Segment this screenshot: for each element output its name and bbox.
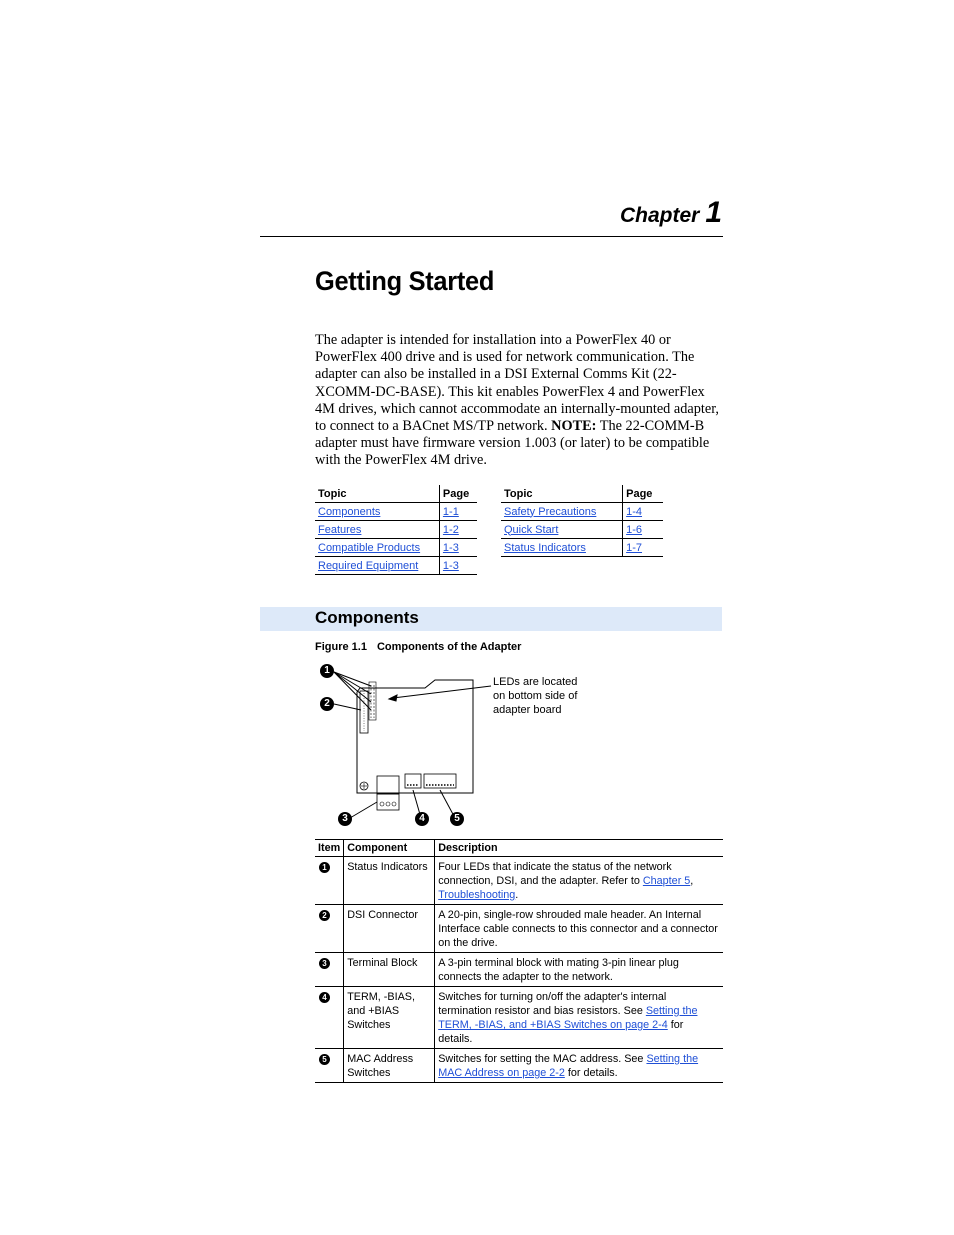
- table-row: [315, 557, 477, 575]
- page-link[interactable]: 1-6: [626, 523, 643, 536]
- topic-link-compatible-products[interactable]: Compatible Products: [318, 541, 421, 554]
- component-description: Four LEDs that indicate the status of the network connection, DSI, and the adapter. Refer to Chapter 5, Troubleshooting.: [435, 857, 723, 905]
- callout-5: 5: [450, 812, 464, 826]
- callout-4: 4: [415, 812, 429, 826]
- component-description: A 3-pin terminal block with mating 3-pin linear plug connects the adapter to the network.: [435, 953, 723, 987]
- item-number-badge: 1: [319, 862, 330, 873]
- intro-text: The adapter is intended for installation into a PowerFlex 40 or PowerFlex 400 drive and is used for network communication. The adapter can also be installed in a DSI External Comms Kit (22-XCOMM-DC-BASE). This kit enables PowerFlex 4 and PowerFlex 4M drives, which cannot accommodate an internally-mounted adapter, to connect to a BACnet MS/TP network.: [315, 332, 719, 435]
- page-link[interactable]: 1-1: [442, 505, 459, 518]
- page-link[interactable]: 1-2: [442, 523, 459, 536]
- term-bias-switches-link[interactable]: Setting the TERM, -BIAS, and +BIAS Switches on page 2-4: [438, 1005, 698, 1031]
- mac-address-switches: [424, 774, 456, 788]
- item-number-badge: 4: [319, 992, 330, 1003]
- topic-link-components[interactable]: Components: [318, 505, 381, 518]
- component-name: MAC Address Switches: [344, 1049, 435, 1083]
- item-number-badge: 3: [319, 958, 330, 969]
- adapter-diagram: [305, 658, 505, 833]
- topics-table-left: [315, 485, 477, 575]
- topic-link-status-indicators[interactable]: Status Indicators: [504, 541, 586, 554]
- intro-paragraph: [315, 332, 725, 470]
- page-link[interactable]: 1-3: [442, 541, 459, 554]
- page-title: Getting Started: [315, 266, 495, 296]
- page-header: Page: [439, 485, 477, 503]
- figure-caption: [315, 641, 521, 653]
- terminal-block: [377, 776, 399, 794]
- component-name: Status Indicators: [344, 857, 435, 905]
- page-header: Page: [623, 485, 663, 503]
- topic-link-quick-start[interactable]: Quick Start: [504, 523, 559, 536]
- chapter-label: [560, 196, 722, 230]
- chapter-number: 1: [705, 196, 722, 229]
- page-link[interactable]: 1-3: [442, 559, 459, 572]
- leader-lines: [334, 672, 491, 818]
- dsi-connector: [360, 691, 368, 733]
- item-number-badge: 2: [319, 910, 330, 921]
- component-description: Switches for turning on/off the adapter's internal termination resistor and bias resistors. See Setting the TERM, -BIAS, and +BIAS Switches on page 2-4 for details.: [435, 987, 723, 1049]
- note-label: NOTE:: [551, 418, 597, 435]
- callout-3: 3: [338, 812, 352, 826]
- table-row: [315, 987, 723, 1049]
- page-link[interactable]: 1-7: [626, 541, 643, 554]
- topic-header: Topic: [501, 485, 623, 503]
- item-number-badge: 5: [319, 1054, 330, 1065]
- callout-1: 1: [320, 664, 334, 678]
- table-row: [501, 521, 663, 539]
- led-location-note: LEDs are located on bottom side of adapter board: [493, 676, 578, 716]
- component-name: DSI Connector: [344, 905, 435, 953]
- topic-link-safety-precautions[interactable]: Safety Precautions: [504, 505, 597, 518]
- table-row: [315, 953, 723, 987]
- section-title: Components: [315, 608, 419, 627]
- topic-link-required-equipment[interactable]: Required Equipment: [318, 559, 419, 572]
- figure-title: Components of the Adapter: [376, 641, 522, 653]
- table-row: [315, 857, 723, 905]
- table-row: [315, 1049, 723, 1083]
- chapter-5-link[interactable]: Chapter 5: [642, 875, 691, 887]
- term-bias-switches: [405, 774, 421, 788]
- topic-link-features[interactable]: Features: [318, 523, 362, 536]
- components-table: [315, 839, 723, 1083]
- description-header: Description: [435, 840, 723, 857]
- intro-note-text: The 22-COMM-B adapter must have firmware version 1.003 (or later) to be compatible with the PowerFlex 4M drive.: [315, 418, 710, 469]
- topics-table-right: [501, 485, 663, 557]
- page-link[interactable]: 1-4: [626, 505, 643, 518]
- table-row: [501, 539, 663, 557]
- chapter-word: Chapter: [619, 204, 700, 227]
- item-header: Item: [315, 840, 344, 857]
- chapter-divider: [260, 236, 723, 237]
- component-header: Component: [344, 840, 435, 857]
- component-description: Switches for setting the MAC address. See Setting the MAC Address on page 2-2 for details.: [435, 1049, 723, 1083]
- topic-header: Topic: [315, 485, 439, 503]
- table-row: [501, 503, 663, 521]
- table-row: [315, 905, 723, 953]
- table-row: [315, 539, 477, 557]
- callout-2: 2: [320, 697, 334, 711]
- table-row: [315, 503, 477, 521]
- figure-number: Figure 1.1: [315, 641, 367, 653]
- component-description: A 20-pin, single-row shrouded male header. An Internal Interface cable connects to this connector and a connector on the drive.: [435, 905, 723, 953]
- component-name: TERM, -BIAS, and +BIAS Switches: [344, 987, 435, 1049]
- mac-address-link[interactable]: Setting the MAC Address on page 2-2: [438, 1053, 699, 1079]
- table-row: [315, 521, 477, 539]
- troubleshooting-link[interactable]: Troubleshooting: [438, 889, 516, 901]
- component-name: Terminal Block: [344, 953, 435, 987]
